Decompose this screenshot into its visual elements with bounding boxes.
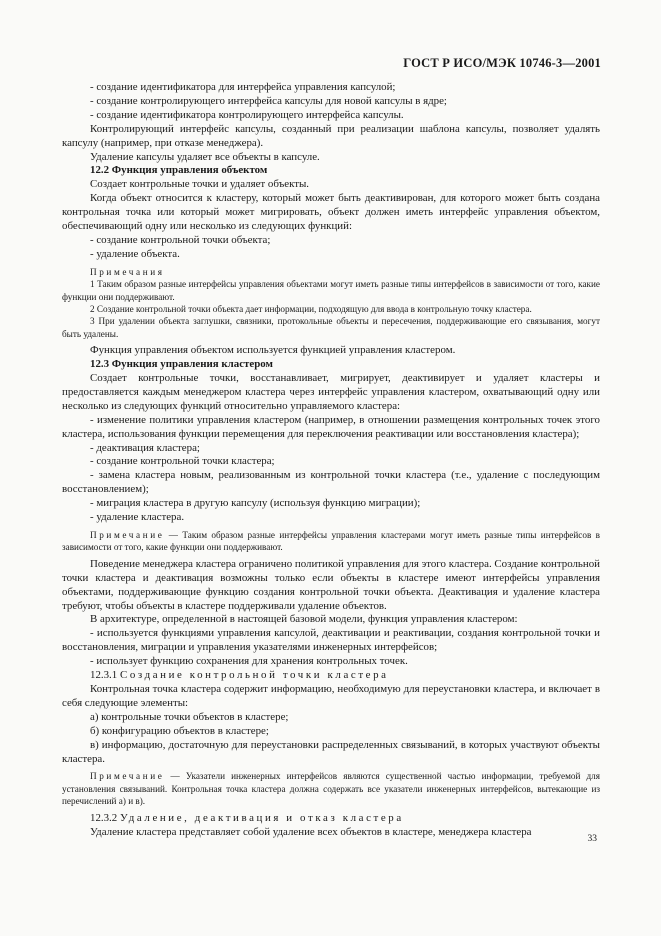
paragraph: Функция управления объектом используется функцией управления кластером. bbox=[90, 344, 456, 357]
list-item: - используется функциями управления капсулой, деактивации и реактивации, создания контрольной точки и восстановления, миграции и управления указателями инженерных интерфейсов; bbox=[62, 627, 600, 654]
paragraph: Когда объект относится к кластеру, который может быть деактивирован, для которого может быть создана контрольная точка или который может мигрировать, объект должен иметь интерфейс управления объектом, обеспечивающий одну или несколько из следующих функций: bbox=[62, 192, 600, 233]
document-body bbox=[62, 81, 600, 839]
note bbox=[62, 529, 600, 554]
paragraph: В архитектуре, определенной в настоящей базовой модели, функция управления кластером: bbox=[90, 613, 518, 626]
list-item: - деактивация кластера; bbox=[90, 441, 200, 454]
section-heading-12-2: 12.2 Функция управления объектом bbox=[90, 164, 268, 177]
list-item: - создание контрольной точки объекта; bbox=[90, 233, 271, 246]
list-item: - создание идентификатора для интерфейса управления капсулой; bbox=[90, 81, 396, 93]
list-item: в) информацию, достаточную для переустановки распределенных связываний, в которых участвуют объекты кластера. bbox=[62, 738, 600, 765]
paragraph: Создает контрольные точки и удаляет объекты. bbox=[90, 178, 310, 191]
list-item: - удаление кластера. bbox=[90, 511, 185, 524]
list-item: - замена кластера новым, реализованным из контрольной точки кластера (т.е., удаление с последующим восстановлением); bbox=[62, 469, 600, 496]
list-item: - использует функцию сохранения для хранения контрольных точек. bbox=[90, 655, 408, 668]
list-item: а) контрольные точки объектов в кластере; bbox=[90, 710, 289, 723]
subsection-title: Удаление, деактивация и отказ кластера bbox=[119, 811, 404, 824]
list-item: - создание контролирующего интерфейса капсулы для новой капсулы в ядре; bbox=[90, 94, 447, 107]
note-item: 3 При удалении объекта заглушки, связники, протокольные объекты и пересечения, поддерживающие его связывания, могут быть удалены. bbox=[62, 316, 600, 339]
list-item: - создание идентификатора контролирующего интерфейса капсулы. bbox=[90, 108, 404, 121]
paragraph: Контрольная точка кластера содержит информацию, необходимую для переустановки кластера, и включает в себя следующие элементы: bbox=[62, 682, 600, 709]
notes-heading: Примечания bbox=[90, 266, 165, 277]
subsection-heading-12-3-2 bbox=[62, 812, 600, 826]
note-item: 2 Создание контрольной точки объекта дает информации, подходящую для ввода в контрольную точку кластера. bbox=[90, 304, 532, 314]
list-item: - создание контрольной точки кластера; bbox=[90, 455, 275, 468]
note-label: Примечание bbox=[90, 771, 165, 782]
paragraph: Поведение менеджера кластера ограничено политикой управления для этого кластера. Создание контрольной точки кластера и деактивация возможны только если объекты в кластере имеют интерфейсы управления объектами, поддерживающие функцию создания контрольной точки объекта. Деактивация и удаление кластера требуют, чтобы объекты в кластере поддерживали удаление объектов. bbox=[62, 557, 600, 612]
list-item: - изменение политики управления кластером (например, в отношении размещения контрольных точек этого кластера, использования функции перемещения для переключения реактивации или восстановления кластера); bbox=[62, 413, 600, 440]
section-heading-12-3: 12.3 Функция управления кластером bbox=[90, 358, 273, 371]
paragraph: Удаление кластера представляет собой удаление всех объектов в кластере, менеджера кластера bbox=[90, 825, 532, 838]
note bbox=[62, 770, 600, 807]
subsection-number: 12.3.1 bbox=[90, 669, 120, 682]
subsection-heading-12-3-1 bbox=[62, 669, 600, 683]
subsection-title: Создание контрольной точки кластера bbox=[119, 669, 389, 682]
list-item: - удаление объекта. bbox=[90, 247, 180, 260]
list-item: б) конфигурацию объектов в кластере; bbox=[90, 724, 269, 737]
note-item: 1 Таким образом разные интерфейсы управления объектами могут иметь разные типы интерфейсов в зависимости от того, какие функции они поддерживают. bbox=[62, 279, 600, 302]
paragraph: Удаление капсулы удаляет все объекты в капсуле. bbox=[90, 150, 320, 163]
list-item: - миграция кластера в другую капсулу (используя функцию миграции); bbox=[90, 497, 421, 510]
paragraph: Контролирующий интерфейс капсулы, созданный при реализации шаблона капсулы, позволяет удалять капсулу (например, при отказе менеджера). bbox=[62, 122, 600, 149]
paragraph: Создает контрольные точки, восстанавливает, мигрирует, деактивирует и удаляет кластеры и предоставляется каждым менеджером кластера через интерфейс управления кластером, охватывающий одну или несколько из следующих функций относительно управляемого кластера: bbox=[62, 372, 600, 412]
subsection-number: 12.3.2 bbox=[90, 811, 120, 824]
standard-header: ГОСТ Р ИСО/МЭК 10746-3—2001 bbox=[403, 56, 601, 70]
note-text: — Указатели инженерных интерфейсов являются существенной частью информации, требуемой для установления связываний. Контрольная точка кластера должна содержать все указатели инженерных интерфейсов, вытекающие из перечислений а) и в). bbox=[62, 771, 600, 807]
page-number: 33 bbox=[587, 834, 597, 844]
note-label: Примечание bbox=[90, 530, 165, 540]
note-text: — Таким образом разные интерфейсы управления кластерами могут иметь разные типы интерфейсов в зависимости от того, какие функции они поддерживают. bbox=[62, 530, 600, 553]
